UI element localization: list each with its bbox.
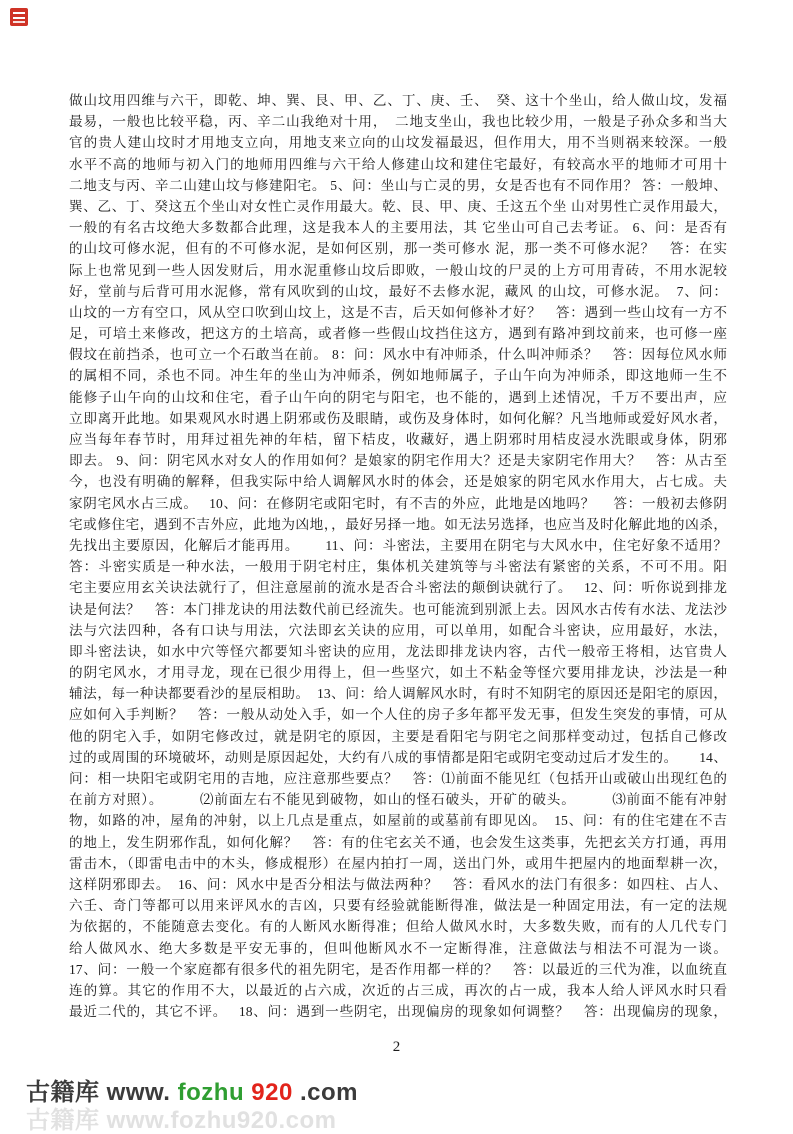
body-text-line: 一般的有名古坟绝大多数都合此理，这是我本人的主要用法，其 它坐山可自己去考证。 6、问：是否有 (69, 220, 727, 236)
site-watermark (26, 1080, 358, 1106)
body-text-line: 最近二代的，其它不评。 18、问：遇到一些阴宅，出现偏房的现象如何调整？ 答：出现偏房的现象， (69, 1004, 727, 1020)
body-text-line: 这样阴邪即去。 16、问：风水中是否分相法与做法两种？ 答：看风水的法门有很多：如四柱、占人、 (69, 876, 727, 892)
body-text-line: 宅或修住宅，遇到不吉外应，此地为凶地，，最好另择一地。如无法另选择，也应当及时化解此地的凶杀， (69, 516, 727, 532)
body-text-line: 二地支与丙、辛二山建山坟与修建阳宅。 5、问：坐山与亡灵的男，女是否也有不同作用？ 答：一般坤、 (69, 177, 727, 193)
body-text-line: 做山坟用四维与六干，即乾、坤、巽、艮、甲、乙、丁、庚、壬、 癸、这十个坐山，给人做山坟，发福 (69, 93, 727, 108)
body-text-line: 他的阴宅入手，如阴宅修改过，就是阴宅的原因，主要是看阳宅与阴宅之间那样变动过，包括自己修改 (69, 728, 727, 744)
body-text-line: 问：相一块阳宅或阴宅用的吉地，应注意那些要点？ 答：⑴前面不能见红（包括开山或破山出现红色的 (69, 771, 727, 786)
body-text-line: 即去。 9、问：阴宅风水对女人的作用如何？是娘家的阴宅作用大？还是夫家阴宅作用大？ 答：从古至 (69, 453, 727, 469)
body-text-line: 答：斗密实质是一种水法，一般用于阴宅村庄，集体机关建筑等与斗密法有紧密的关系，不可不用。阳 (69, 559, 727, 575)
body-text-line: 水平不高的地师与初入门的地师用四维与六干给人修建山坟和建住宅最好，有较高水平的地师才可用十 (69, 156, 727, 172)
body-text-line: 的山坟可修水泥，但有的不可修水泥，是如何区别，那一类可修水 泥，那一类不可修水泥？ 答：在实 (69, 241, 727, 257)
body-text-line: 为依据的，不能随意去变化。有的人断风水断得准；但给人做风水时，大多数失败，而有的人几代专门 (69, 919, 727, 935)
body-text-line: 的阴宅风水，才用寻龙，现在已很少用得上，但一些坚穴，如土不粘金等怪穴要用排龙诀，沙法是一种 (69, 665, 727, 681)
watermark-url-www: www. (106, 1079, 171, 1106)
body-text-line: 先找出主要原因，化解后才能再用。 11、问：斗密法，主要用在阴宅与大风水中，住宅好象不适用？ (69, 537, 727, 553)
body-text-line: 应如何入手判断？ 答：一般从动处入手，如一个人住的房子多年都平发无事，但发生突发的事情，可从 (69, 707, 727, 723)
body-text-line: 即斗密法诀，如水中穴等怪穴都要知斗密诀的应用，龙法即排龙诀内容，古代一般帝王将相，达官贵人 (69, 643, 727, 659)
body-text (69, 90, 727, 1022)
body-text-line: 连的算。其它的作用不大，以最近的占六成，次近的占三成，再次的占一成，我本人给人评风水时只看 (69, 982, 727, 998)
body-text-line: 官的贵人建山坟时才用地支立向，用地支来立向的山坟发福最迟，但作用大，用不当则祸来较深。一般 (69, 135, 727, 151)
body-text-line: 过的或周围的环境破坏，动则是原因起处，大约有八成的事情都是阳宅或阴宅变动过后才发生的。 14、 (69, 749, 727, 765)
body-text-line: 好，堂前与后背可用水泥修，常有风吹到的山坟，最好不去修水泥，藏风 的山坟，可修水泥。 7、问： (69, 283, 727, 299)
body-text-line: 的地上，发生阴邪作乱，如何化解？ 答：有的住宅玄关不通，也会发生这类事，先把玄关方打通，再用 (69, 834, 727, 850)
body-text-line: 物，如路的冲，屋角的冲射，以上几点是重点，如屋前的或墓前有即见凶。 15、问：有的住宅建在不吉 (69, 813, 727, 829)
body-text-line: 际上也常见到一些人因发财后，用水泥重修山坟后即败，一般山坟的尸灵的上方可用青砖，不用水泥较 (69, 262, 727, 278)
page-number: 2 (392, 1039, 401, 1055)
body-text-line: 法与穴法四种，各有口诀与用法，穴法即玄关诀的应用，可以单用，如配合斗密诀，应用最好，水法， (69, 622, 727, 638)
body-text-line: 假坟在前挡杀，也可立一个石敢当在前。 8：问：风水中有冲师杀，什么叫冲师杀？ 答：因每位风水师 (69, 347, 727, 363)
body-text-line: 在前方对照）。 ⑵前面左右不能见到破物，如山的怪石破头，开矿的破头。 ⑶前面不能有冲射 (69, 792, 727, 808)
body-text-line: 最易，一般也比较平稳，丙、辛二山我绝对十用， 二地支坐山，我也比较少用，一般是子孙众多和当大 (69, 114, 727, 130)
body-text-line: 17、问：一般一个家庭都有很多代的祖先阴宅，是否作用都一样的？ 答：以最近的三代为准，以血统直 (69, 961, 727, 977)
watermark-url-com: .com (300, 1079, 359, 1106)
body-text-line: 雷击木，（即雷电击中的木头，修成棍形）在屋内拍打一周，送出门外，或用牛把屋内的地面犁耕一次， (69, 855, 727, 871)
body-text-line: 足，可培土来修改，把这方的土培高，或者修一些假山坟挡住这方，遇到有路冲到坟前来，也可修一座 (69, 326, 727, 342)
body-text-line: 家阴宅风水占三成。 10、问：在修阴宅或阳宅时，有不吉的外应，此地是凶地吗？ 答：一般初去修阴 (69, 495, 727, 511)
body-text-line: 今，也没有明确的解释，但我实际中给人调解风水时的体会，还是娘家的阴宅风水作用大，占七成。夫 (69, 474, 727, 490)
body-text-line: 辅法，每一种诀都要看沙的星辰相助。 13、问：给人调解风水时，有时不知阴宅的原因还是阳宅的原因， (69, 686, 727, 702)
body-text-line: 给人做风水、绝大多数是平安无事的，但叫他断风水不一定断得准，注意做法与相法不可混为一谈。 (69, 940, 727, 956)
body-text-line: 山坟的一方有空口，风从空口吹到山坟上，这是不吉，后天如何修补才好？ 答：遇到一些山坟有一方不 (69, 304, 727, 320)
body-text-line: 六壬、奇门等都可以用来评风水的吉凶，只要有经验就能断得准，做法是一种固定用法，有一定的法规 (69, 898, 727, 914)
watermark-site-name: 古籍库 (26, 1079, 107, 1106)
watermark-ghost: 古籍库 www.fozhu920.com (26, 1107, 337, 1134)
body-text-line: 巽、乙、丁、癸这五个坐山对女性亡灵作用最大。乾、艮、甲、庚、壬这五个坐 山对男性亡灵作用最大， (69, 198, 727, 214)
body-text-line: 的属相不同，杀也不同。冲生年的坐山为冲师杀，例如地师属子，子山午向为冲师杀，即这地师一生不 (69, 368, 727, 384)
body-text-line: 诀是何法？ 答：本门排龙诀的用法数代前已经流失。也可能流到别派上去。因风水古传有水法、龙法沙 (69, 601, 727, 617)
body-text-line: 能修子山午向的山坟和住宅，看子山午向的阴宅与阳宅，也不能的，遇到上述情况，千万不要出声，应 (69, 389, 727, 405)
watermark-url-fozhu: fozhu (177, 1079, 245, 1106)
body-text-line: 宅主要应用玄关诀法就行了，但注意屋前的流水是否合斗密法的颠倒诀就行了。 12、问：听你说到排龙 (69, 580, 727, 596)
watermark-url-920: 920 (251, 1079, 293, 1106)
body-text-line: 应当每年春节时，用拜过祖先神的年桔，留下桔皮，收藏好，遇上阴邪时用桔皮浸水洗眼或身体，阴邪 (69, 432, 727, 447)
red-seal-icon (10, 8, 28, 26)
body-text-line: 立即离开此地。如果观风水时遇上阴邪或伤及眼睛，或伤及身体时，如何化解？凡当地师或爱好风水者， (69, 410, 727, 426)
